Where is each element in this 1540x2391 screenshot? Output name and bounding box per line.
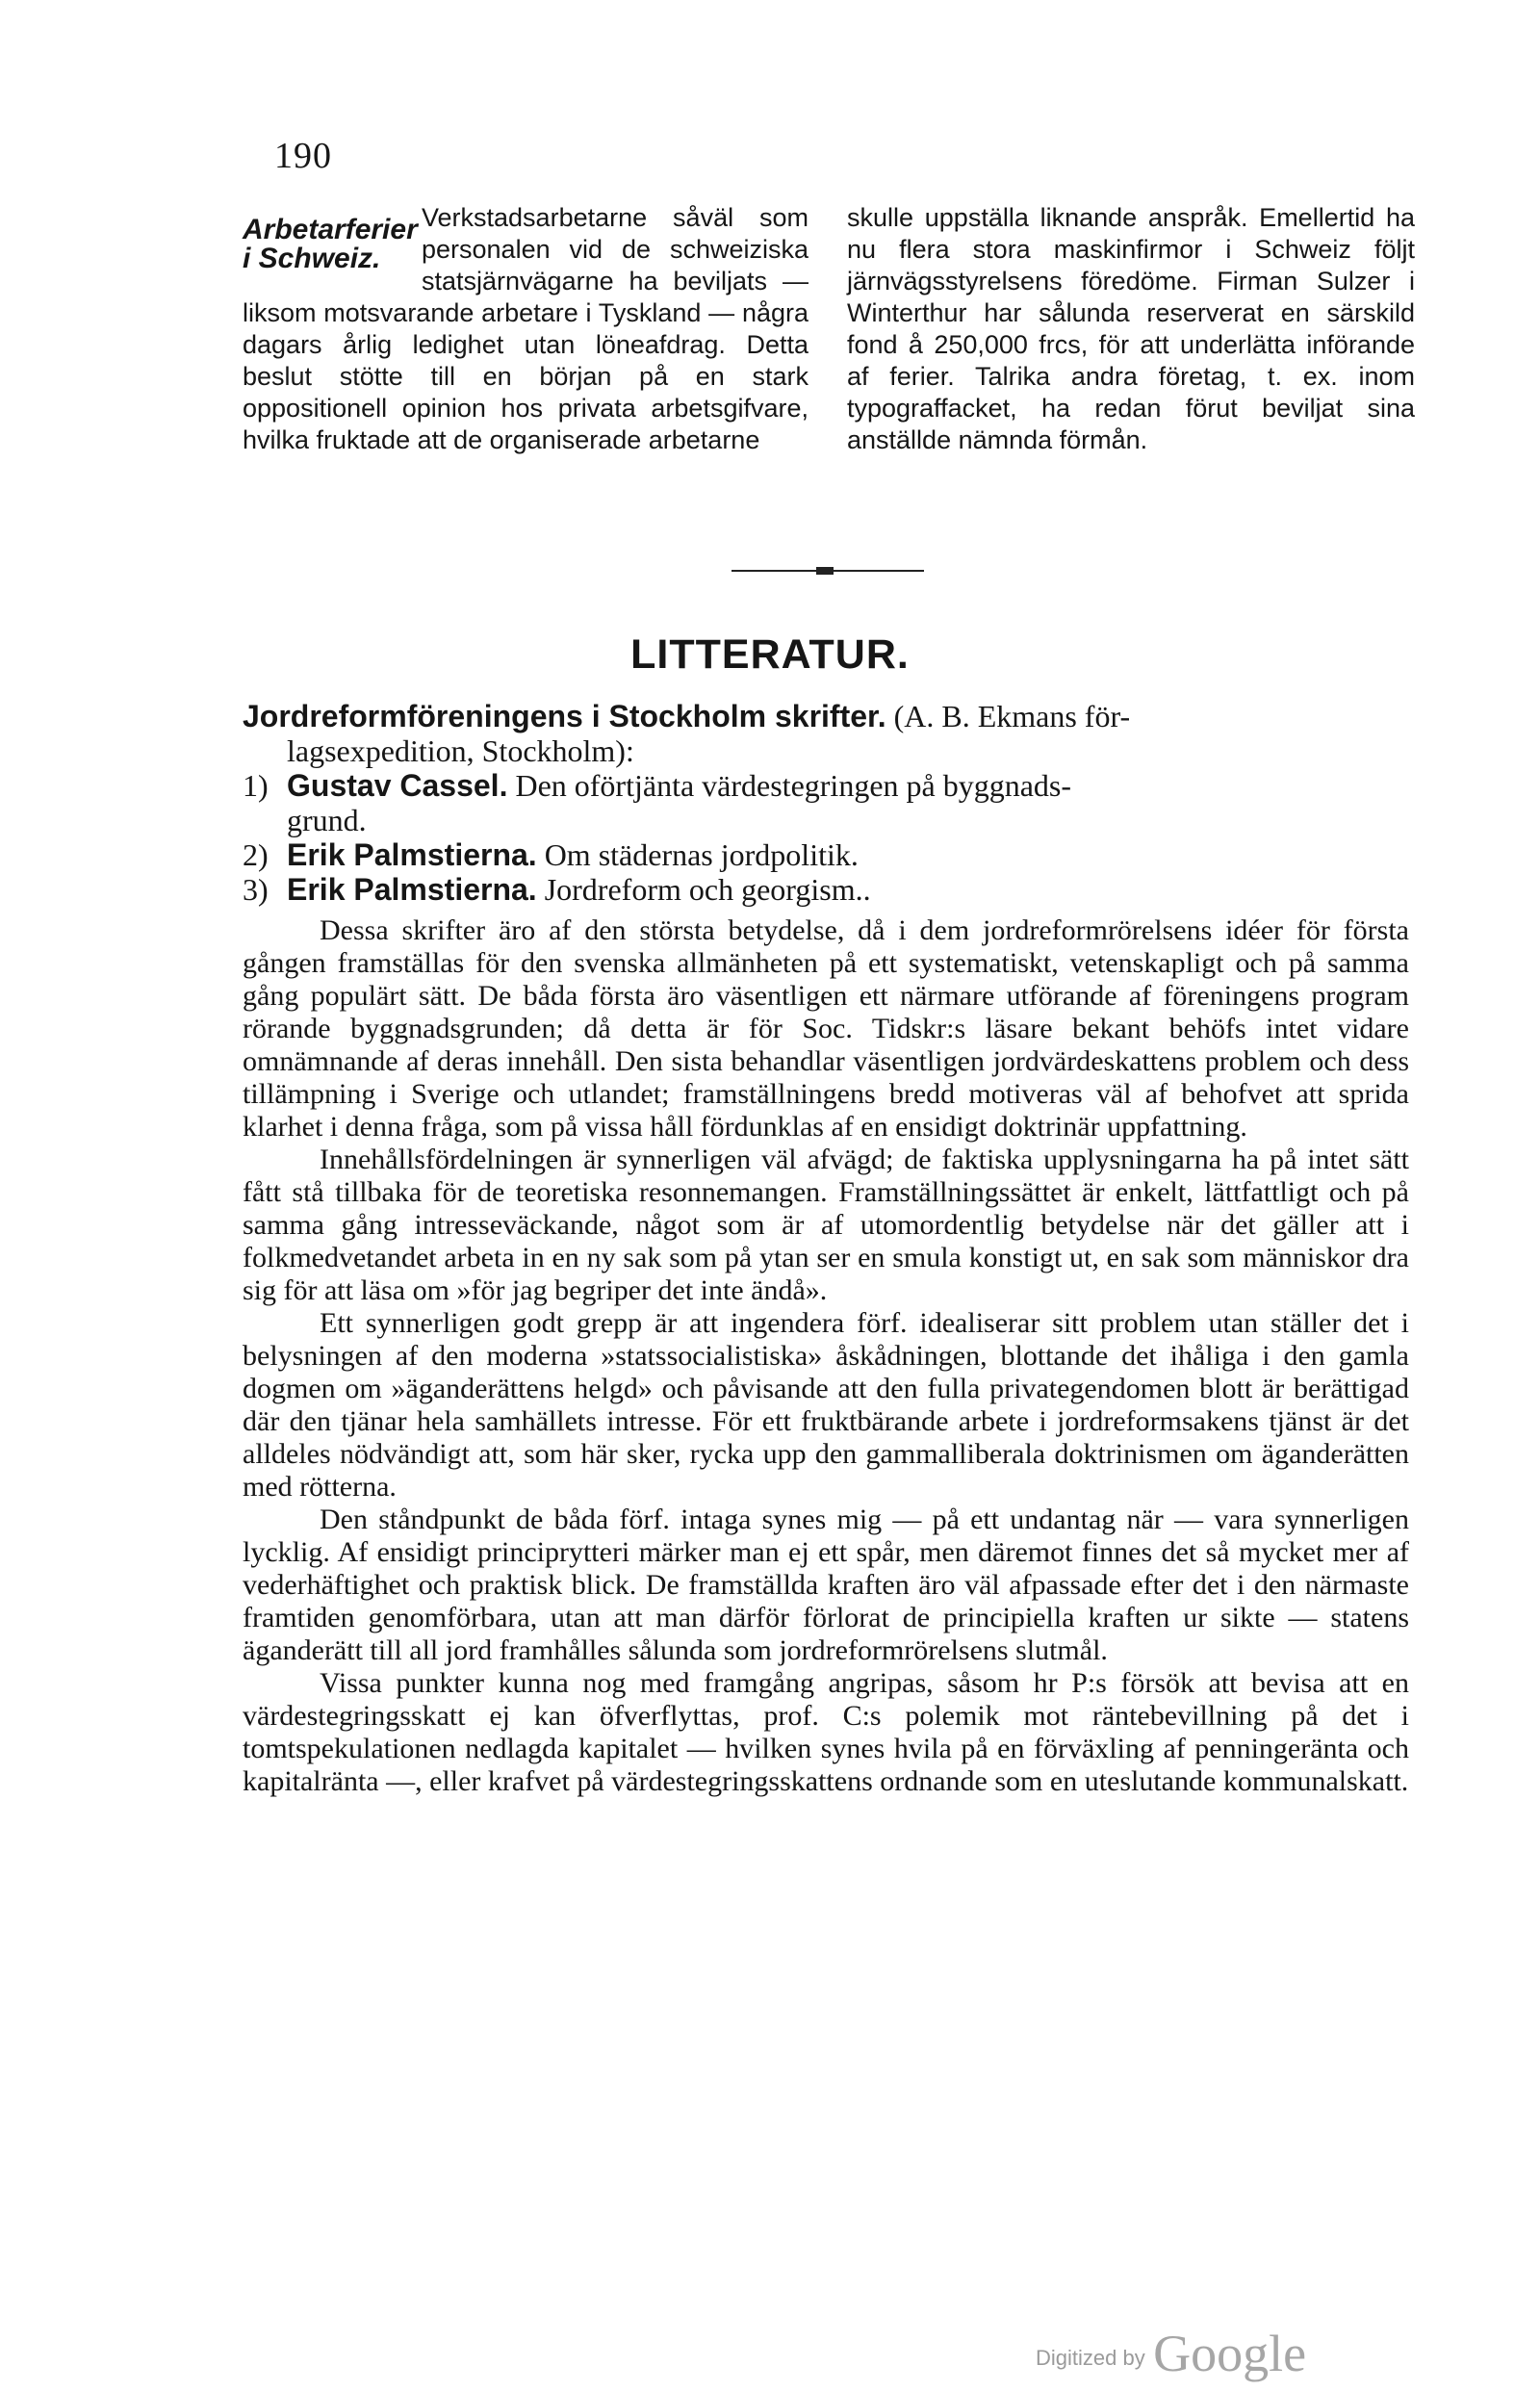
watermark-prefix: Digitized by [1036,2346,1145,2370]
bibliography-item-title: Den oförtjänta värdestegringen på byggnads- [515,768,1072,803]
bibliography-item-author: Erik Palmstierna. [287,872,537,907]
review-paragraph: Den ståndpunkt de båda förf. intaga synes mig — på ett undantag när — vara synnerligen lycklig. Af ensidigt principrytteri märker man ej ett spår, men däremot finnes det så mycket mer af vederhäftighet och praktisk blick. De framställda kraften äro väl afpassade efter det i den närmaste framtiden genomförbara, utan att man därför förlorat de principiella kraften ur sikte — statens äganderätt till all jord framhålles sålunda som jordreformrörelsens slutmål. [243,1504,1409,1666]
bibliography-item [243,768,1409,837]
review-paragraph: Dessa skrifter äro af den största betydelse, då i dem jordreformrörelsens idéer för första gången framställas för den svenska allmänheten på ett systematiskt, vetenskapligt och på samma gång populärt sätt. De båda första äro väsentligen ett närmare utförande af föreningens program rörande byggnadsgrunden; då detta är för Soc. Tidskr:s läsare bekant behöfs intet vidare omnämnande af deras innehåll. Den sista behandlar väsentligen jordvärdeskattens problem och dess tillämpning i Sverige och utlandet; framställningens bredd motiveras väl af behofvet att sprida klarhet i denna fråga, som på vissa håll fördunklas af en ensidigt doktrinär uppfattning. [243,914,1409,1143]
review-paragraph: Ett synnerligen godt grepp är att ingendera förf. idealiserar sitt problem utan ställer det i belysningen af den moderna »statssocialistiska» åskådningen, blottande det ihåliga i den gamla dogmen om »äganderättens helgd» och påvisande att den fulla privategendomen blott är berättigad där den tjänar hela samhällets intresse. För ett fruktbärande arbete i jordreformsakens tjänst är det alldeles nödvändigt att, som här sker, rycka upp den gammalliberala doktrinismen om äganderätten med rötterna. [243,1307,1409,1503]
bibliography-item-author: Erik Palmstierna. [287,837,537,872]
google-logo: Google [1153,2325,1307,2382]
literature-section [243,699,1409,1798]
right-column [847,202,1415,456]
bibliography-header [243,699,1409,733]
review-paragraph: Vissa punkter kunna nog med framgång angripas, såsom hr P:s försök att bevisa att en värdestegringsskatt ej kan öfverflyttas, prof. C:s polemik mot räntebevillning på det i tomtspekulationen nedlagda kapitalet — hvilken synes hvila på en förväxling af penningeränta och kapitalränta —, eller krafvet på värdestegringsskattens ordnande som en uteslutande kommunalskatt. [243,1667,1409,1797]
bibliography-item-title: Om städernas jordpolitik. [544,837,859,872]
left-column-text: Verkstadsarbetarne såväl som personalen vid de schweiziska statsjärnvägarne ha beviljats — liksom motsvarande arbetare i Tyskland — några dagars årlig ledighet utan löneafdrag. Detta beslut stötte till en början på en stark oppositionell opinion hos privata arbetsgifvare, hvilka fruktade att de organiserade arbetarne [243,203,808,454]
bibliography-publisher-b: lagsexpedition, Stockholm): [287,733,634,768]
bibliography-item-title-cont: grund. [287,803,367,837]
section-heading: LITTERATUR. [630,631,910,678]
review-text [243,914,1409,1798]
bibliography-item-author: Gustav Cassel. [287,768,508,803]
bibliography-item-number: 3) [243,872,269,907]
page-number: 190 [274,136,332,176]
section-divider-mark [816,567,834,575]
bibliography-title: Jordreformföreningens i Stockholm skrifter. [243,699,886,733]
bibliography-item-number: 2) [243,837,269,872]
right-column-text: skulle uppställa liknande anspråk. Emellertid ha nu flera stora maskinfirmor i Schweiz följt järnvägsstyrelsens föredöme. Firman Sulzer i Winterthur har sålunda reserverat en särskild fond å 250,000 frcs, för att underlätta införande af ferier. Talrika andra företag, t. ex. inom typograffacket, ha redan förut beviljat sina anställde nämnda förmån. [847,203,1415,454]
bibliography-item [243,872,1409,907]
bibliography-item [243,837,1409,872]
bibliography-publisher-a: (A. B. Ekmans för- [893,699,1131,733]
marginal-note: Arbetarferier i Schweiz. [243,214,418,274]
review-paragraph: Innehållsfördelningen är synnerligen väl afvägd; de faktiska upplysningarna ha på intet sätt fått stå tillbaka för de teoretiska resonnemangen. Framställningssättet är enkelt, lättfattligt och på samma gång intresseväckande, något som är af utomordentlig betydelse när det gäller att i folkmedvetandet arbeta in en ny sak som på ytan ser en smula konstigt ut, en sak som människor dra sig för att läsa om »för jag begriper det inte ändå». [243,1144,1409,1306]
digitized-watermark [1036,2324,1306,2383]
left-column [243,202,808,456]
bibliography-item-title: Jordreform och georgism.. [544,872,871,907]
bibliography-item-number: 1) [243,768,269,803]
